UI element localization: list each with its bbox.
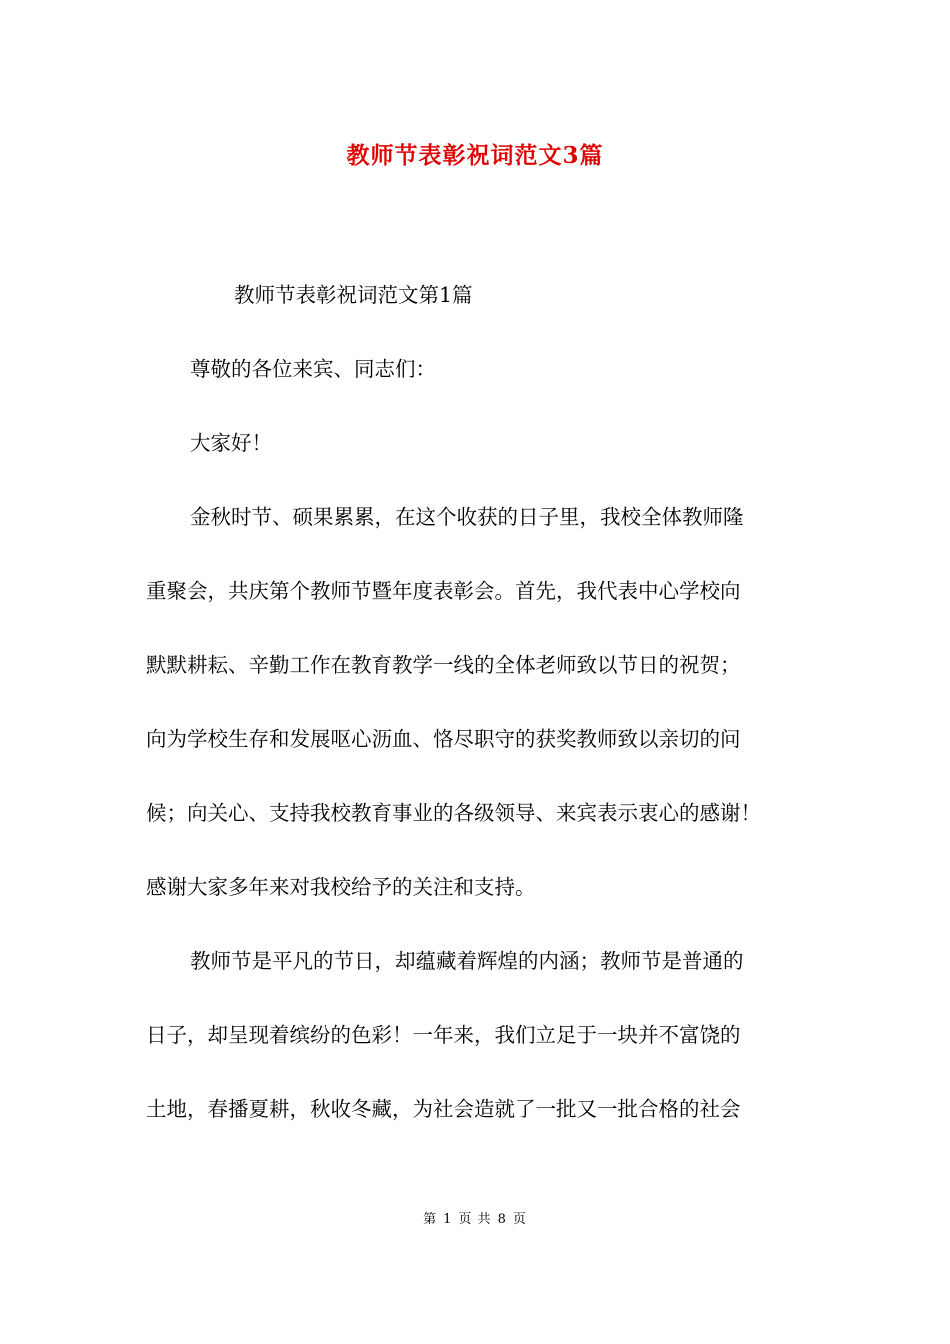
paragraph-line: 教师节是平凡的节日，却蕴藏着辉煌的内涵；教师节是普通的 xyxy=(190,949,744,973)
paragraph-line: 感谢大家多年来对我校给予的关注和支持。 xyxy=(146,875,536,899)
page-prefix: 第 xyxy=(423,1212,438,1227)
greeting: 大家好！ xyxy=(190,431,272,455)
page-suffix: 页 xyxy=(512,1212,527,1227)
paragraph-line: 候；向关心、支持我校教育事业的各级领导、来宾表示衷心的感谢！ xyxy=(146,801,761,825)
page-number-footer xyxy=(0,1208,950,1227)
page-mid: 页 共 xyxy=(458,1212,492,1227)
section-heading: 教师节表彰祝词范文第1篇 xyxy=(234,283,473,307)
paragraph-line: 金秋时节、硕果累累，在这个收获的日子里，我校全体教师隆 xyxy=(190,505,744,529)
document-title: 教师节表彰祝词范文3篇 xyxy=(346,142,604,169)
paragraph-line: 日子，却呈现着缤纷的色彩！一年来，我们立足于一块并不富饶的 xyxy=(146,1023,741,1047)
paragraph-line: 重聚会，共庆第个教师节暨年度表彰会。首先，我代表中心学校向 xyxy=(146,579,741,603)
page-total: 8 xyxy=(497,1212,507,1227)
page-current: 1 xyxy=(443,1212,453,1227)
paragraph-line: 土地，春播夏耕，秋收冬藏，为社会造就了一批又一批合格的社会 xyxy=(146,1097,741,1121)
paragraph-line: 向为学校生存和发展呕心沥血、恪尽职守的获奖教师致以亲切的问 xyxy=(146,727,741,751)
salutation: 尊敬的各位来宾、同志们： xyxy=(190,357,436,381)
paragraph-line: 默默耕耘、辛勤工作在教育教学一线的全体老师致以节日的祝贺； xyxy=(146,653,741,677)
